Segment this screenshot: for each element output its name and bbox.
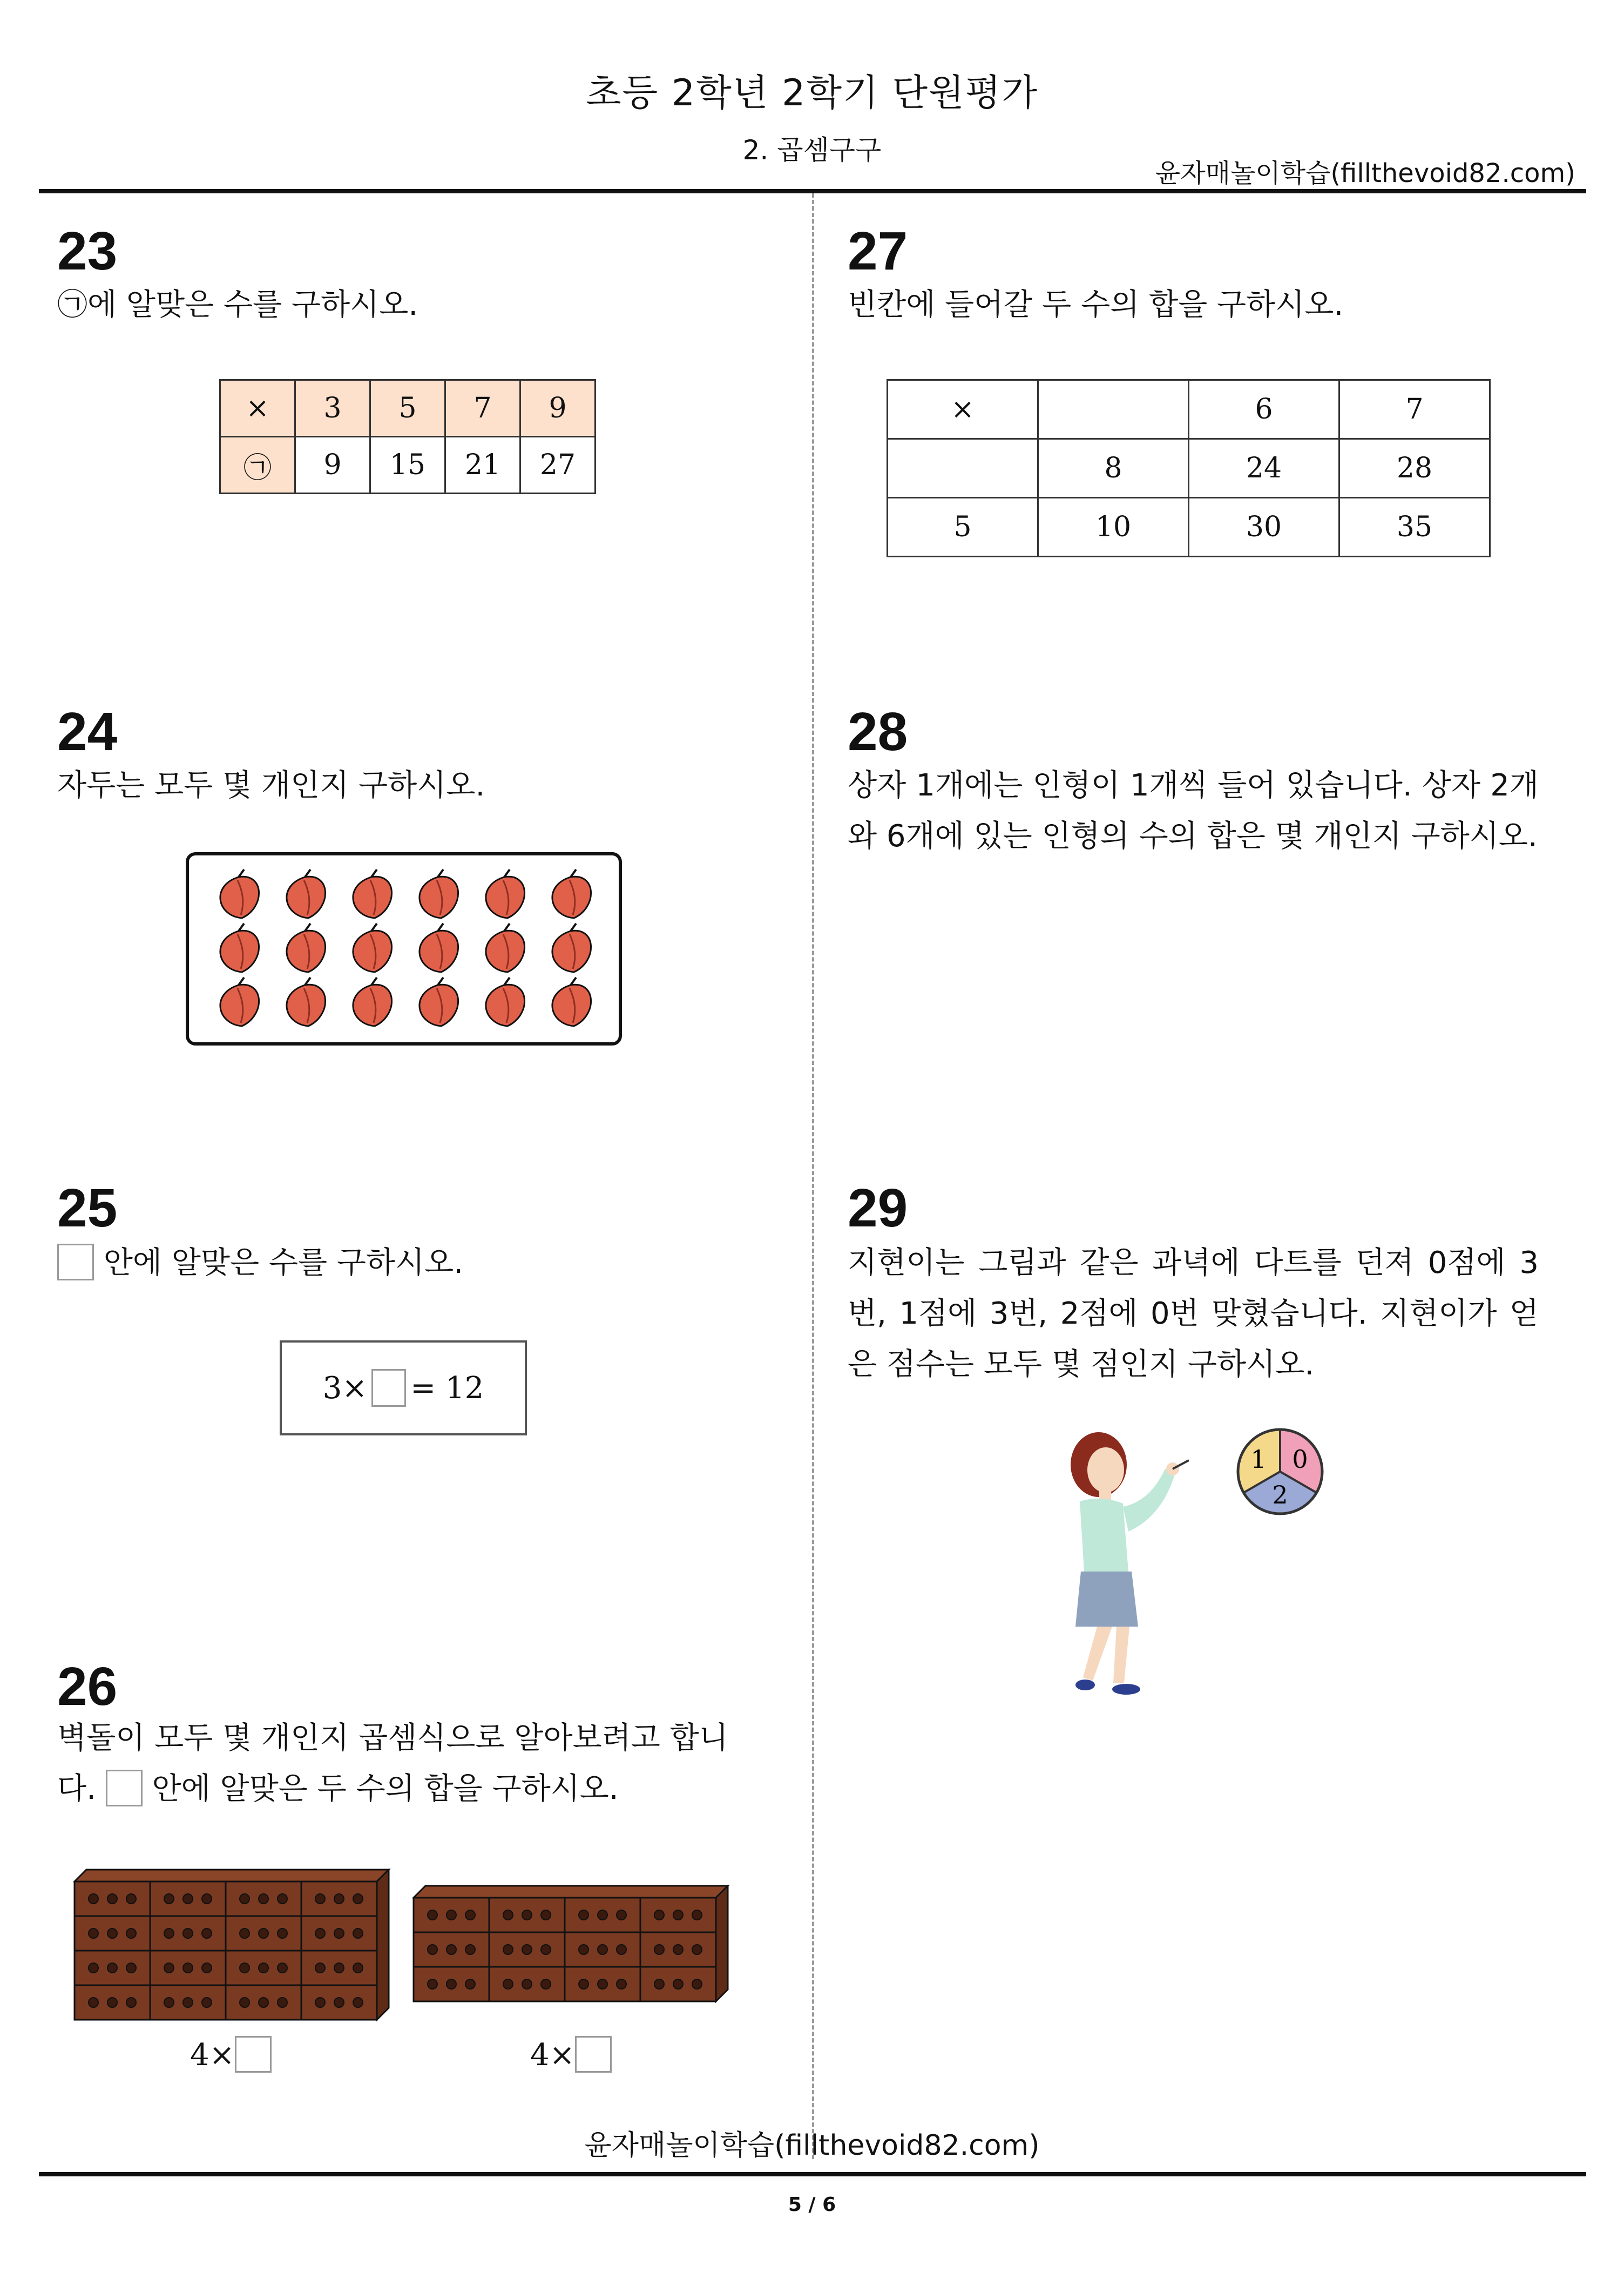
table-cell: 21 xyxy=(445,437,520,494)
question-text-25-label: 안에 알맞은 수를 구하시오. xyxy=(103,1245,464,1280)
table-cell: 5 xyxy=(888,498,1038,557)
brick-label-left xyxy=(190,2036,272,2073)
brick-label-right-text: 4× xyxy=(530,2038,575,2073)
plum-icon xyxy=(287,977,326,1026)
dart-target xyxy=(1234,1426,1326,1518)
plum-icon xyxy=(287,923,326,972)
brick-answer-box-right[interactable] xyxy=(575,2036,612,2073)
plum-icon xyxy=(486,869,525,918)
plum-icon xyxy=(353,923,392,972)
plum-icon xyxy=(419,977,458,1026)
table-row xyxy=(888,439,1490,498)
brick xyxy=(565,1932,640,1967)
brick xyxy=(150,1951,226,1985)
plum-icon xyxy=(220,977,259,1026)
brick-side-face xyxy=(377,1870,389,2020)
brick xyxy=(301,1916,377,1951)
table-row xyxy=(220,437,596,494)
table-cell: 24 xyxy=(1189,439,1339,498)
plum-icon xyxy=(552,869,591,918)
table-cell: 9 xyxy=(295,437,370,494)
brick xyxy=(301,1882,377,1916)
brick xyxy=(565,1967,640,2001)
target-label-0: 0 xyxy=(1292,1445,1308,1474)
plum-icon xyxy=(353,977,392,1026)
question-text-26 xyxy=(57,1713,759,1815)
plum-icon xyxy=(287,869,326,918)
question-number-23: 23 xyxy=(57,221,118,281)
plum-icon xyxy=(419,869,458,918)
brick xyxy=(565,1898,640,1932)
table-cell: 28 xyxy=(1339,439,1490,498)
target-label-1: 1 xyxy=(1250,1445,1267,1474)
table-cell xyxy=(888,439,1038,498)
table-cell: 15 xyxy=(370,437,445,494)
brick xyxy=(414,1967,489,2001)
header-brand: 윤자매놀이학습(fillthevoid82.com) xyxy=(1155,158,1575,188)
plum-icon xyxy=(486,923,525,972)
question-number-25: 25 xyxy=(57,1178,118,1238)
question-number-24: 24 xyxy=(57,702,118,762)
question-text-26-rest: 안에 알맞은 두 수의 합을 구하시오. xyxy=(152,1771,619,1806)
brick xyxy=(489,1898,565,1932)
column-divider xyxy=(812,193,814,2159)
plum-icon xyxy=(220,923,259,972)
brick-side-face xyxy=(716,1886,728,2001)
question-text-28: 상자 1개에는 인형이 1개씩 들어 있습니다. 상자 2개와 6개에 있는 인형의 수의 합은 몇 개인지 구하시오. xyxy=(848,768,1539,854)
brick xyxy=(640,1898,716,1932)
multiplication-table-27 xyxy=(887,379,1491,557)
equation-left: 3× xyxy=(322,1370,368,1406)
equation-box xyxy=(280,1340,527,1435)
brick xyxy=(150,1985,226,2020)
table-cell: 30 xyxy=(1189,498,1339,557)
equation-blank[interactable] xyxy=(371,1369,406,1407)
equation-right: = 12 xyxy=(410,1370,484,1406)
table-cell: 6 xyxy=(1189,380,1339,439)
question-text-25 xyxy=(57,1238,759,1289)
table-cell: ㉠ xyxy=(220,437,295,494)
brick-top-face xyxy=(75,1870,389,1882)
multiplication-table-23 xyxy=(219,379,596,494)
question-text-26-prefix: 다. xyxy=(57,1771,96,1806)
page-title: 초등 2학년 2학기 단원평가 xyxy=(585,72,1039,114)
header-rule xyxy=(39,189,1586,193)
question-number-28: 28 xyxy=(848,702,908,762)
brick xyxy=(150,1882,226,1916)
girl-illustration xyxy=(1047,1426,1220,1717)
brick-label-right xyxy=(530,2036,612,2073)
brick xyxy=(640,1967,716,2001)
plum-box xyxy=(186,852,622,1046)
table-cell: 7 xyxy=(1339,380,1490,439)
brick xyxy=(226,1882,301,1916)
brick-wall-right xyxy=(412,1885,736,2014)
brick xyxy=(226,1916,301,1951)
table-cell: 8 xyxy=(1038,439,1189,498)
table-cell: 5 xyxy=(370,380,445,437)
brick xyxy=(75,1882,150,1916)
table-cell: 7 xyxy=(445,380,520,437)
table-row xyxy=(888,380,1490,439)
plum-icon xyxy=(220,869,259,918)
brick xyxy=(414,1932,489,1967)
question-number-26: 26 xyxy=(57,1656,118,1717)
brick xyxy=(75,1985,150,2020)
question-text-26-line1: 벽돌이 모두 몇 개인지 곱셈식으로 알아보려고 합니 xyxy=(57,1721,728,1756)
plums-illustration xyxy=(189,855,619,1042)
unit-subtitle: 2. 곱셈구구 xyxy=(742,134,882,166)
question-text-26-line2 xyxy=(57,1764,759,1815)
plum-icon xyxy=(486,977,525,1026)
brick xyxy=(301,1985,377,2020)
brick xyxy=(414,1898,489,1932)
footer-rule xyxy=(39,2172,1586,2176)
table-row xyxy=(220,380,596,437)
brick xyxy=(75,1916,150,1951)
brick xyxy=(226,1951,301,1985)
answer-box[interactable] xyxy=(106,1770,143,1806)
brick-wall-left xyxy=(73,1869,397,2031)
table-cell: 3 xyxy=(295,380,370,437)
brick xyxy=(301,1951,377,1985)
question-number-29: 29 xyxy=(848,1178,908,1238)
footer-brand: 윤자매놀이학습(fillthevoid82.com) xyxy=(584,2129,1040,2162)
brick xyxy=(489,1932,565,1967)
brick-top-face xyxy=(414,1886,728,1898)
table-cell: 27 xyxy=(520,437,596,494)
table-cell: 10 xyxy=(1038,498,1189,557)
table-cell: × xyxy=(220,380,295,437)
brick xyxy=(640,1932,716,1967)
question-number-27: 27 xyxy=(848,221,908,281)
plum-icon xyxy=(552,923,591,972)
table-cell xyxy=(1038,380,1189,439)
brick xyxy=(489,1967,565,2001)
question-text-24: 자두는 모두 몇 개인지 구하시오. xyxy=(57,768,485,803)
question-text-27: 빈칸에 들어갈 두 수의 합을 구하시오. xyxy=(848,287,1344,322)
table-row xyxy=(888,498,1490,557)
brick-answer-box-left[interactable] xyxy=(235,2036,272,2073)
answer-box[interactable] xyxy=(57,1244,94,1280)
brick xyxy=(226,1985,301,2020)
question-text-23: ㉠에 알맞은 수를 구하시오. xyxy=(57,287,418,322)
table-cell: × xyxy=(888,380,1038,439)
table-cell: 9 xyxy=(520,380,596,437)
plum-icon xyxy=(419,923,458,972)
question-text-29: 지현이는 그림과 같은 과녁에 다트를 던져 0점에 3번, 1점에 3번, 2점에 0번 맞혔습니다. 지현이가 얻은 점수는 모두 몇 점인지 구하시오. xyxy=(848,1245,1539,1382)
table-cell: 35 xyxy=(1339,498,1490,557)
page-number: 5 / 6 xyxy=(788,2194,836,2216)
target-label-2: 2 xyxy=(1272,1480,1288,1509)
brick-label-left-text: 4× xyxy=(190,2038,235,2073)
plum-icon xyxy=(552,977,591,1026)
brick xyxy=(75,1951,150,1985)
plum-icon xyxy=(353,869,392,918)
brick xyxy=(150,1916,226,1951)
